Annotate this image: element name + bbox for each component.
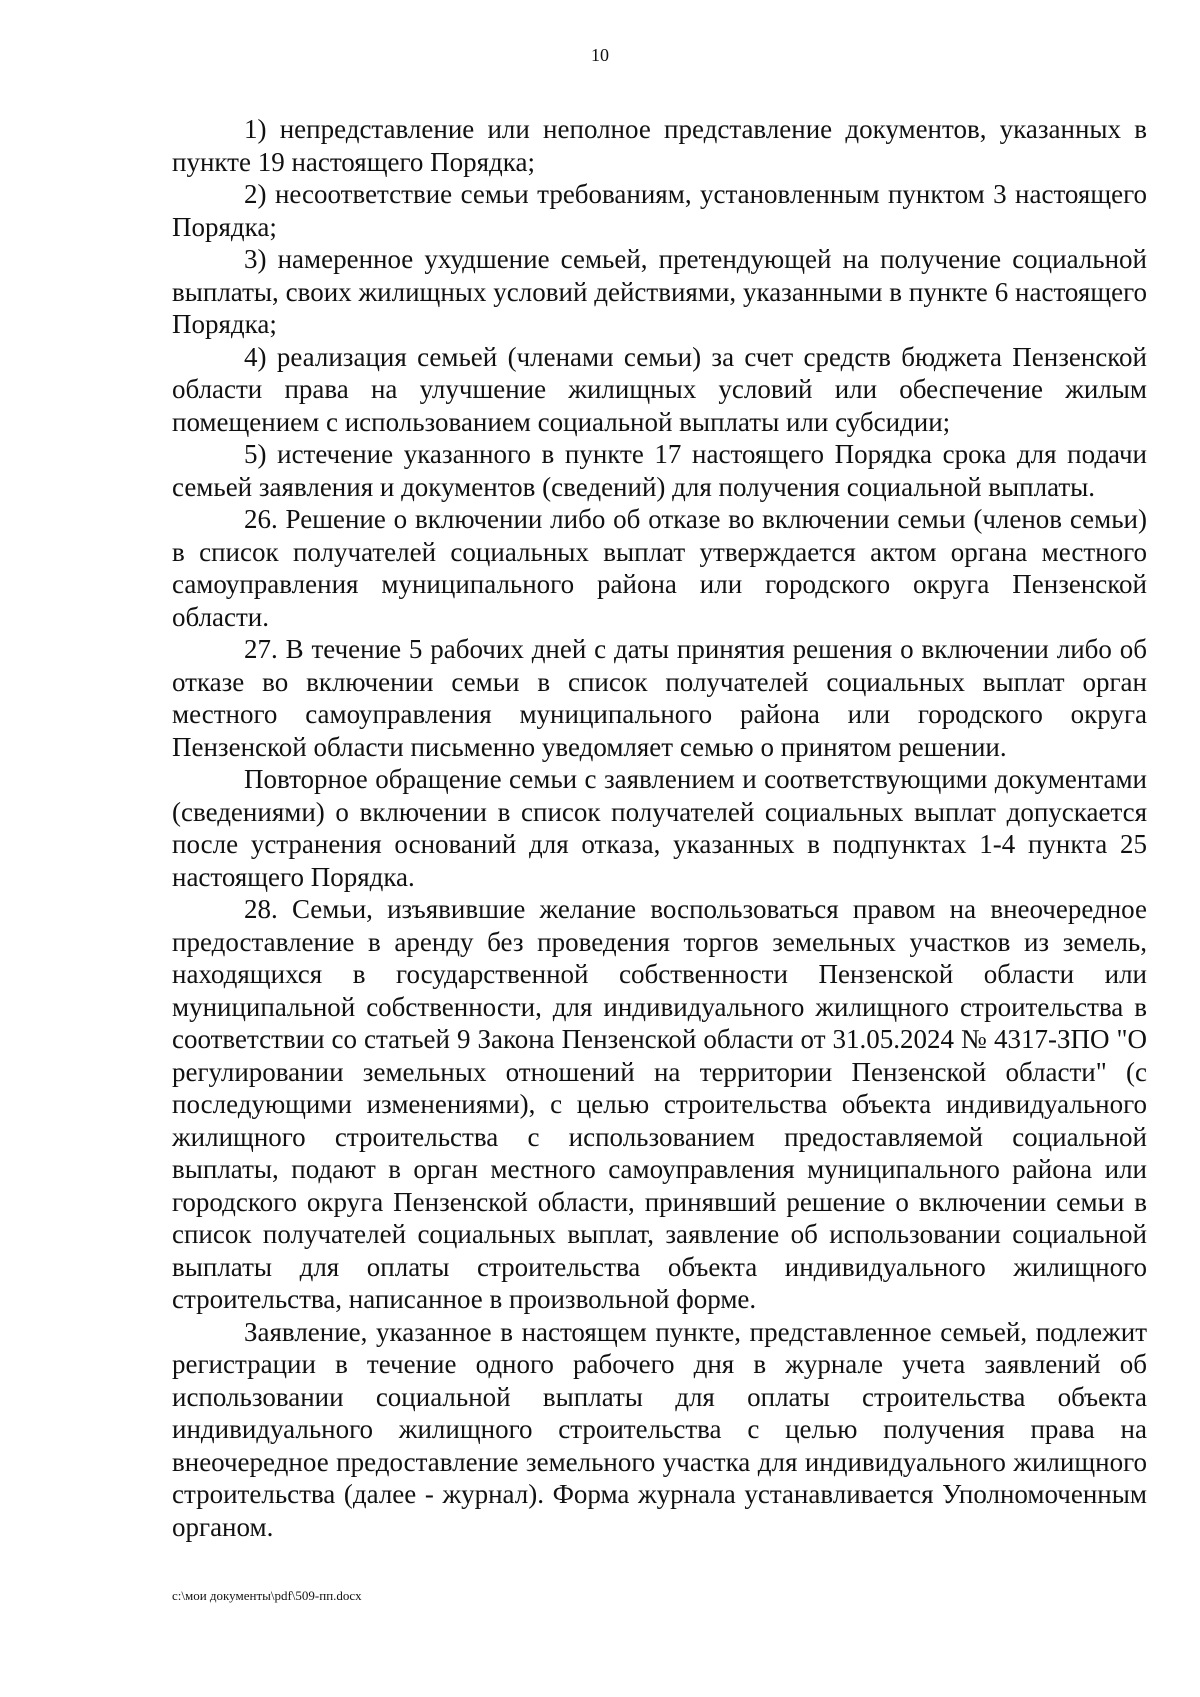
footer-file-path: c:\мои документы\pdf\509-пп.docx <box>172 1588 362 1603</box>
paragraph-item-2: 2) несоответствие семьи требованиям, установленным пунктом 3 настоящего Порядка; <box>172 179 1147 242</box>
paragraph-section-27: 27. В течение 5 рабочих дней с даты принятия решения о включении либо об отказе во включении семьи в список получателей социальных выплат орган местного самоуправления муниципального района или городского округа Пензенской области письменно уведомляет семью о принятом решении. <box>172 634 1147 762</box>
document-body <box>172 113 1147 1543</box>
paragraph-item-3: 3) намеренное ухудшение семьей, претендующей на получение социальной выплаты, своих жилищных условий действиями, указанными в пункте 6 настоящего Порядка; <box>172 244 1147 339</box>
paragraph-item-5: 5) истечение указанного в пункте 17 настоящего Порядка срока для подачи семьей заявления и документов (сведений) для получения социальной выплаты. <box>172 439 1147 502</box>
page-number: 10 <box>591 45 609 65</box>
paragraph-section-26: 26. Решение о включении либо об отказе во включении семьи (членов семьи) в список получателей социальных выплат утверждается актом органа местного самоуправления муниципального района или городского округа Пензенской области. <box>172 504 1147 632</box>
paragraph-section-28: 28. Семьи, изъявившие желание воспользоваться правом на внеочередное предоставление в аренду без проведения торгов земельных участков из земель, находящихся в государственной собственности Пензенской области или муниципальной собственности, для индивидуального жилищного строительства в соответствии со статьей 9 Закона Пензенской области от 31.05.2024 № 4317-ЗПО "О регулировании земельных отношений на территории Пензенской области" (с последующими изменениями), с целью строительства объекта индивидуального жилищного строительства с использованием предоставляемой социальной выплаты, подают в орган местного самоуправления муниципального района или городского округа Пензенской области, принявший решение о включении семьи в список получателей социальных выплат, заявление об использовании социальной выплаты для оплаты строительства объекта индивидуального жилищного строительства, написанное в произвольной форме. <box>172 894 1147 1314</box>
paragraph-repeat-request: Повторное обращение семьи с заявлением и соответствующими документами (сведениями) о включении в список получателей социальных выплат допускается после устранения оснований для отказа, указанных в подпунктах 1-4 пункта 25 настоящего Порядка. <box>172 764 1147 892</box>
paragraph-item-4: 4) реализация семьей (членами семьи) за счет средств бюджета Пензенской области права на улучшение жилищных условий или обеспечение жилым помещением с использованием социальной выплаты или субсидии; <box>172 341 1147 437</box>
paragraph-item-1: 1) непредставление или неполное представление документов, указанных в пункте 19 настоящего Порядка; <box>172 114 1147 177</box>
paragraph-application-registration: Заявление, указанное в настоящем пункте, представленное семьей, подлежит регистрации в течение одного рабочего дня в журнале учета заявлений об использовании социальной выплаты для оплаты строительства объекта индивидуального жилищного строительства с целью получения права на внеочередное предоставление земельного участка для индивидуального жилищного строительства (далее - журнал). Форма журнала устанавливается Уполномоченным органом. <box>172 1316 1147 1542</box>
